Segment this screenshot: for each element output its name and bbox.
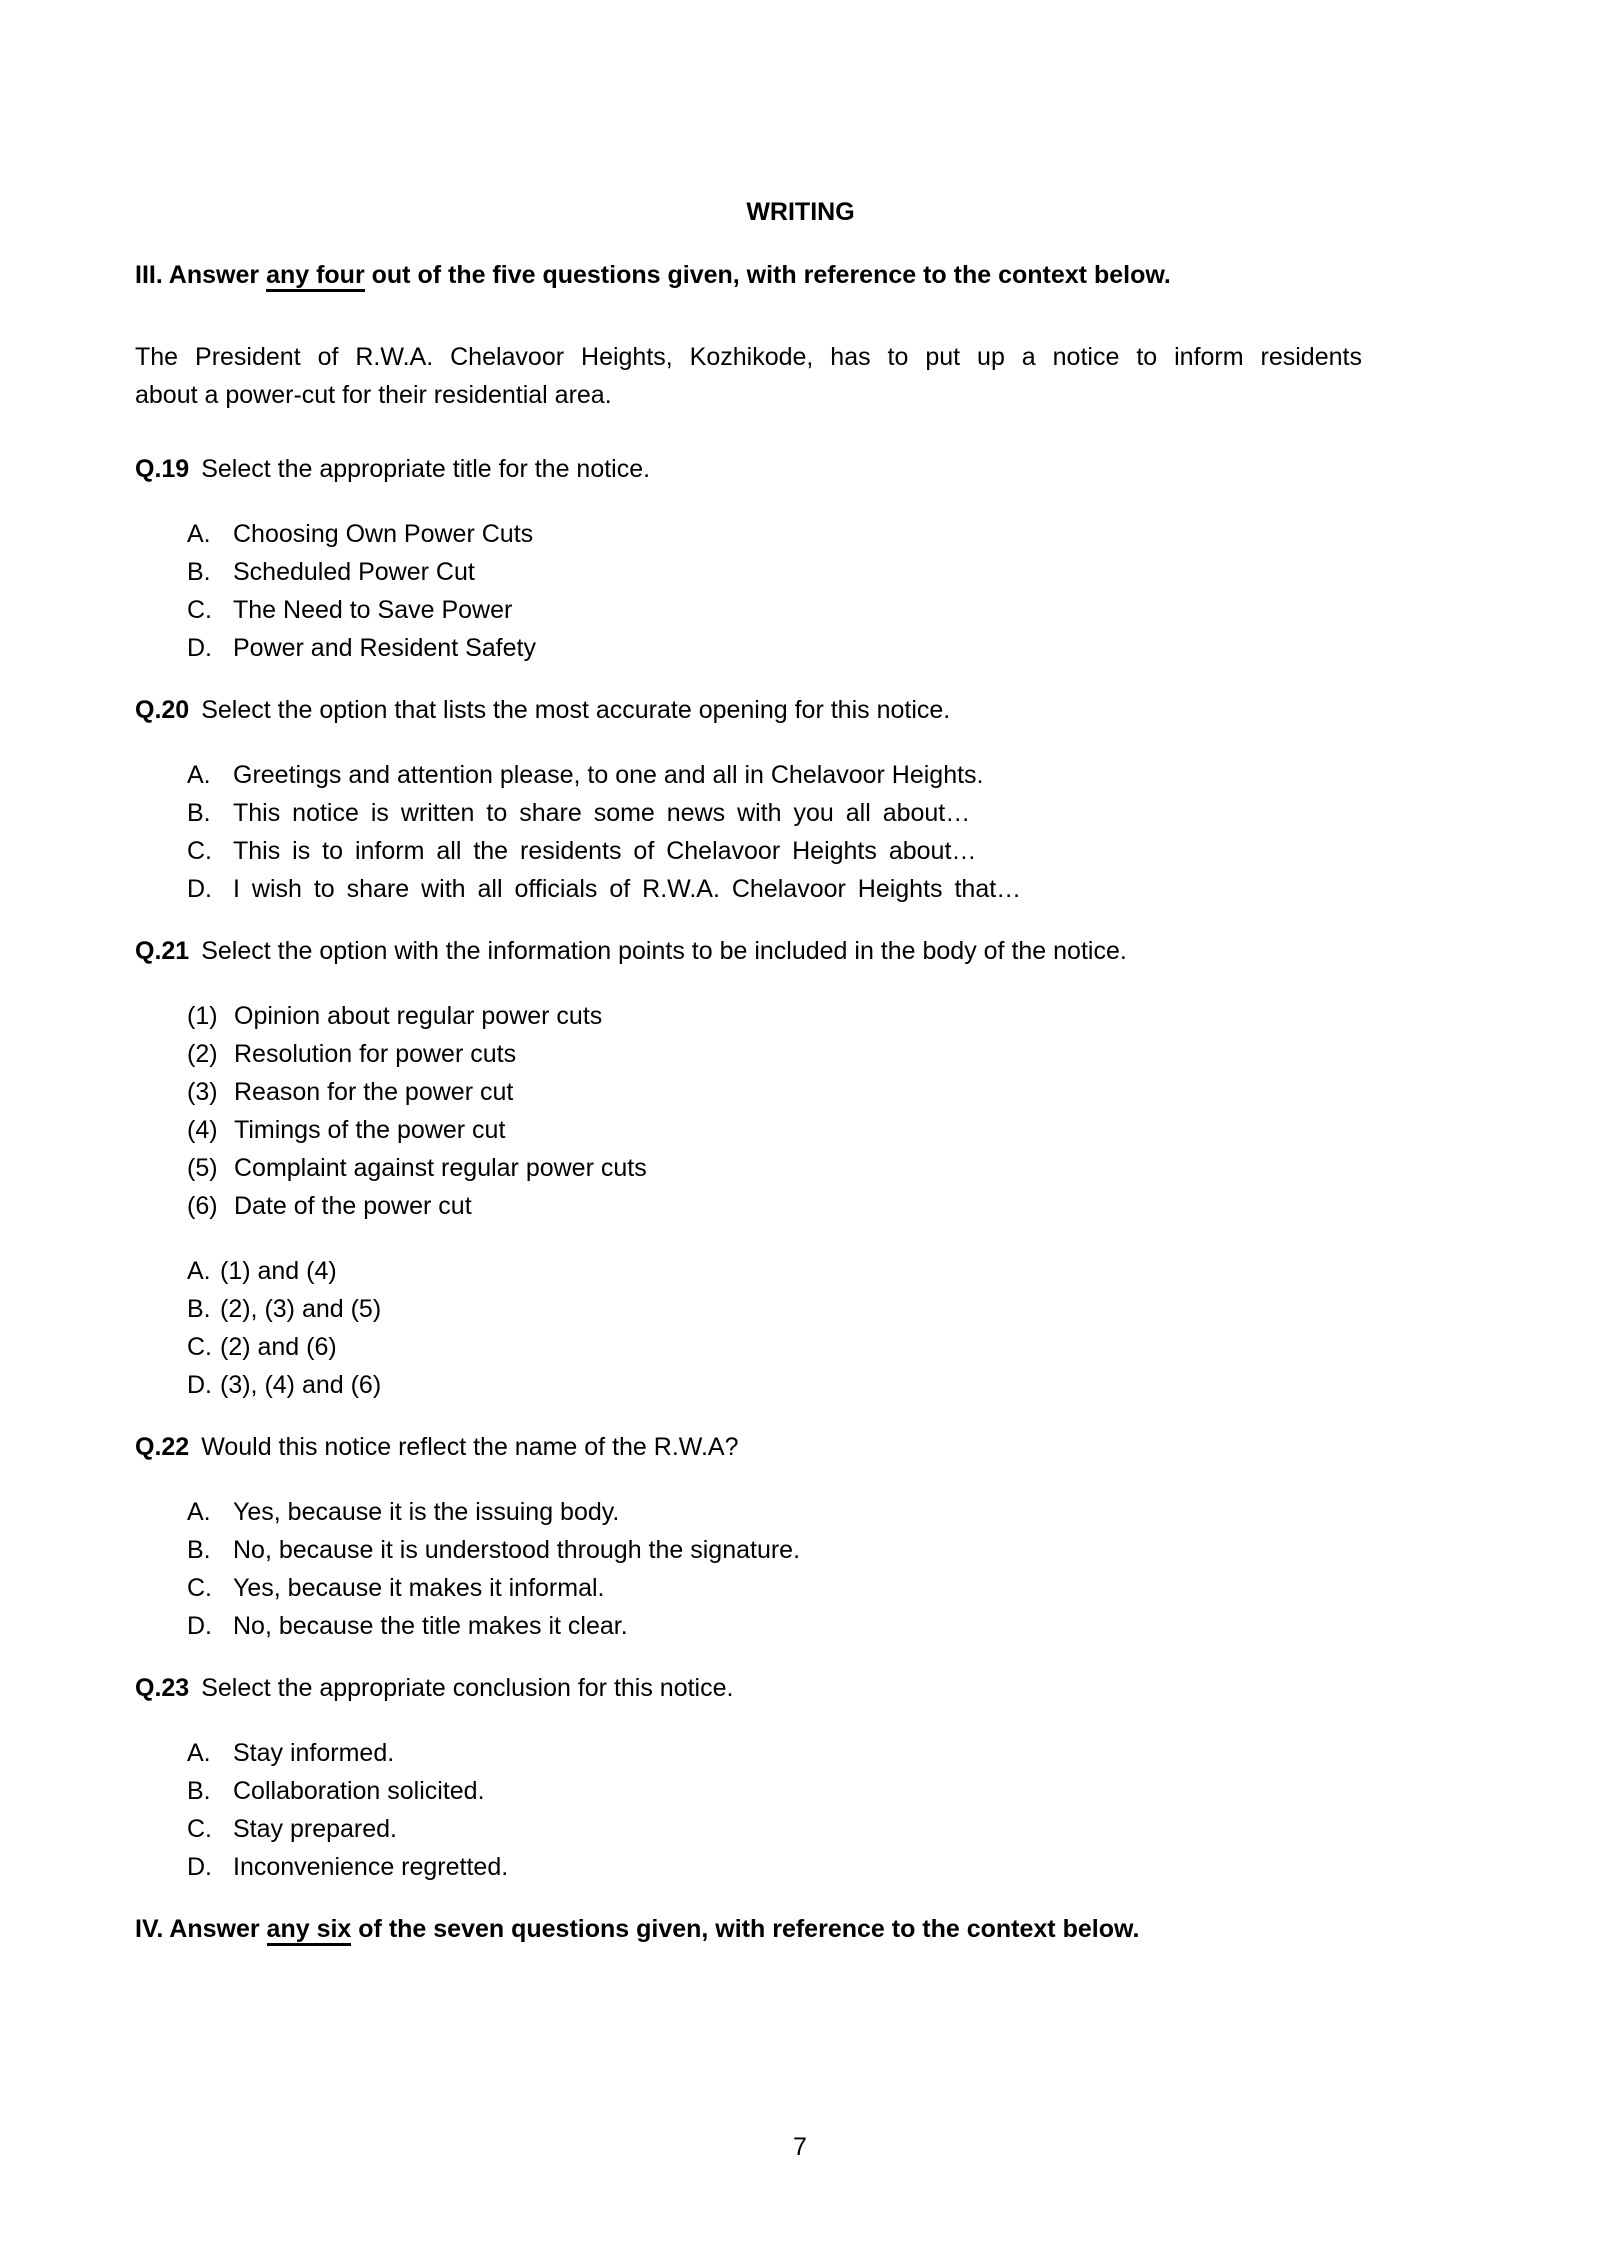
question-number: Q.22 [135,1433,190,1461]
question-q20 [135,691,1466,908]
option-text: Power and Resident Safety [233,634,536,662]
info-points-list [135,997,1466,1225]
option-text: Scheduled Power Cut [233,558,475,586]
option-label: D. [187,1853,212,1881]
option-row [187,1290,1466,1328]
option-label: D. [187,634,212,662]
option-label: A. [187,1257,211,1285]
page-number: 7 [793,2133,807,2161]
option-row [187,756,1466,794]
info-point-row [187,1187,1466,1225]
item-label: (6) [187,1192,218,1220]
option-row [187,553,1466,591]
options-list [135,1252,1466,1404]
question-q23 [135,1669,1466,1886]
option-text: Choosing Own Power Cuts [233,520,534,548]
item-label: (3) [187,1078,218,1106]
option-label: B. [187,1777,211,1805]
option-label: C. [187,1574,212,1602]
question-number: Q.21 [135,937,190,965]
options-list [135,515,1466,667]
item-label: (1) [187,1002,218,1030]
info-point-row [187,1111,1466,1149]
question-number: Q.19 [135,455,190,483]
question-text: Select the option with the information points to be included in the body of the notice. [201,937,1127,965]
option-label: A. [187,520,211,548]
item-label: (4) [187,1116,218,1144]
question-q22 [135,1428,1466,1645]
option-text: Collaboration solicited. [233,1777,485,1805]
question-number: Q.23 [135,1674,190,1702]
question-text: Select the appropriate conclusion for this notice. [201,1674,734,1702]
option-text: Inconvenience regretted. [233,1853,509,1881]
item-label: (5) [187,1154,218,1182]
option-row [187,629,1466,667]
section-iii-prefix: III. Answer [135,261,267,289]
option-row [187,1328,1466,1366]
option-text: This is to inform all the residents of Chelavoor Heights about… [233,837,977,865]
question-heading [135,1669,1466,1707]
info-point-row [187,1035,1466,1073]
question-q19 [135,450,1466,667]
section-iii-heading [135,256,1466,294]
option-row [187,1607,1466,1645]
option-row [187,870,1466,908]
item-text: Date of the power cut [234,1192,472,1220]
options-list [135,756,1466,908]
option-label: D. [187,875,212,903]
option-label: C. [187,1333,212,1361]
option-label: A. [187,1498,211,1526]
section-iv-heading [135,1910,1466,1948]
item-text: Timings of the power cut [234,1116,506,1144]
question-heading [135,691,1466,729]
option-row [187,1531,1466,1569]
option-text: (3), (4) and (6) [220,1371,382,1399]
option-text: (2) and (6) [220,1333,337,1361]
question-heading [135,450,1466,488]
option-text: Stay informed. [233,1739,395,1767]
question-text: Select the appropriate title for the notice. [201,455,651,483]
option-label: B. [187,558,211,586]
option-label: B. [187,1295,211,1323]
option-text: The Need to Save Power [233,596,513,624]
section-iv-underlined: any six [267,1915,352,1946]
question-text: Select the option that lists the most accurate opening for this notice. [201,696,951,724]
option-text: Greetings and attention please, to one and all in Chelavoor Heights. [233,761,984,789]
option-row [187,591,1466,629]
option-text: No, because it is understood through the signature. [233,1536,801,1564]
item-label: (2) [187,1040,218,1068]
option-text: No, because the title makes it clear. [233,1612,628,1640]
option-row [187,1772,1466,1810]
context-line-1: The President of R.W.A. Chelavoor Heights, Kozhikode, has to put up a notice to inform residents [135,343,1362,371]
item-text: Complaint against regular power cuts [234,1154,647,1182]
option-row [187,832,1466,870]
section-iii-suffix: out of the five questions given, with reference to the context below. [364,261,1171,289]
option-text: (2), (3) and (5) [220,1295,382,1323]
option-row [187,1366,1466,1404]
option-label: A. [187,1739,211,1767]
question-text: Would this notice reflect the name of the R.W.A? [201,1433,739,1461]
question-q21 [135,932,1466,1404]
options-list [135,1493,1466,1645]
options-list [135,1734,1466,1886]
option-text: Stay prepared. [233,1815,397,1843]
option-label: C. [187,596,212,624]
option-text: Yes, because it is the issuing body. [233,1498,620,1526]
option-text: I wish to share with all officials of R.W.A. Chelavoor Heights that… [233,875,1022,903]
option-row [187,1252,1466,1290]
info-point-row [187,1073,1466,1111]
option-text: (1) and (4) [220,1257,337,1285]
option-row [187,1848,1466,1886]
option-row [187,1493,1466,1531]
option-label: B. [187,799,211,827]
question-heading [135,1428,1466,1466]
info-point-row [187,997,1466,1035]
item-text: Opinion about regular power cuts [234,1002,603,1030]
page-title: WRITING [746,198,855,226]
option-label: C. [187,1815,212,1843]
option-label: D. [187,1612,212,1640]
option-row [187,794,1466,832]
option-row [187,515,1466,553]
section-iii-underlined: any four [266,261,365,292]
option-row [187,1734,1466,1772]
option-row [187,1810,1466,1848]
question-heading [135,932,1466,970]
item-text: Reason for the power cut [234,1078,514,1106]
option-label: C. [187,837,212,865]
option-label: B. [187,1536,211,1564]
option-label: A. [187,761,211,789]
question-number: Q.20 [135,696,190,724]
context-line-2: about a power-cut for their residential area. [135,381,612,409]
info-point-row [187,1149,1466,1187]
section-iv-prefix: IV. Answer [135,1915,267,1943]
context-paragraph [135,338,1466,414]
section-iv-suffix: of the seven questions given, with reference to the context below. [351,1915,1140,1943]
option-label: D. [187,1371,212,1399]
item-text: Resolution for power cuts [234,1040,517,1068]
option-text: Yes, because it makes it informal. [233,1574,605,1602]
option-row [187,1569,1466,1607]
option-text: This notice is written to share some news with you all about… [233,799,971,827]
